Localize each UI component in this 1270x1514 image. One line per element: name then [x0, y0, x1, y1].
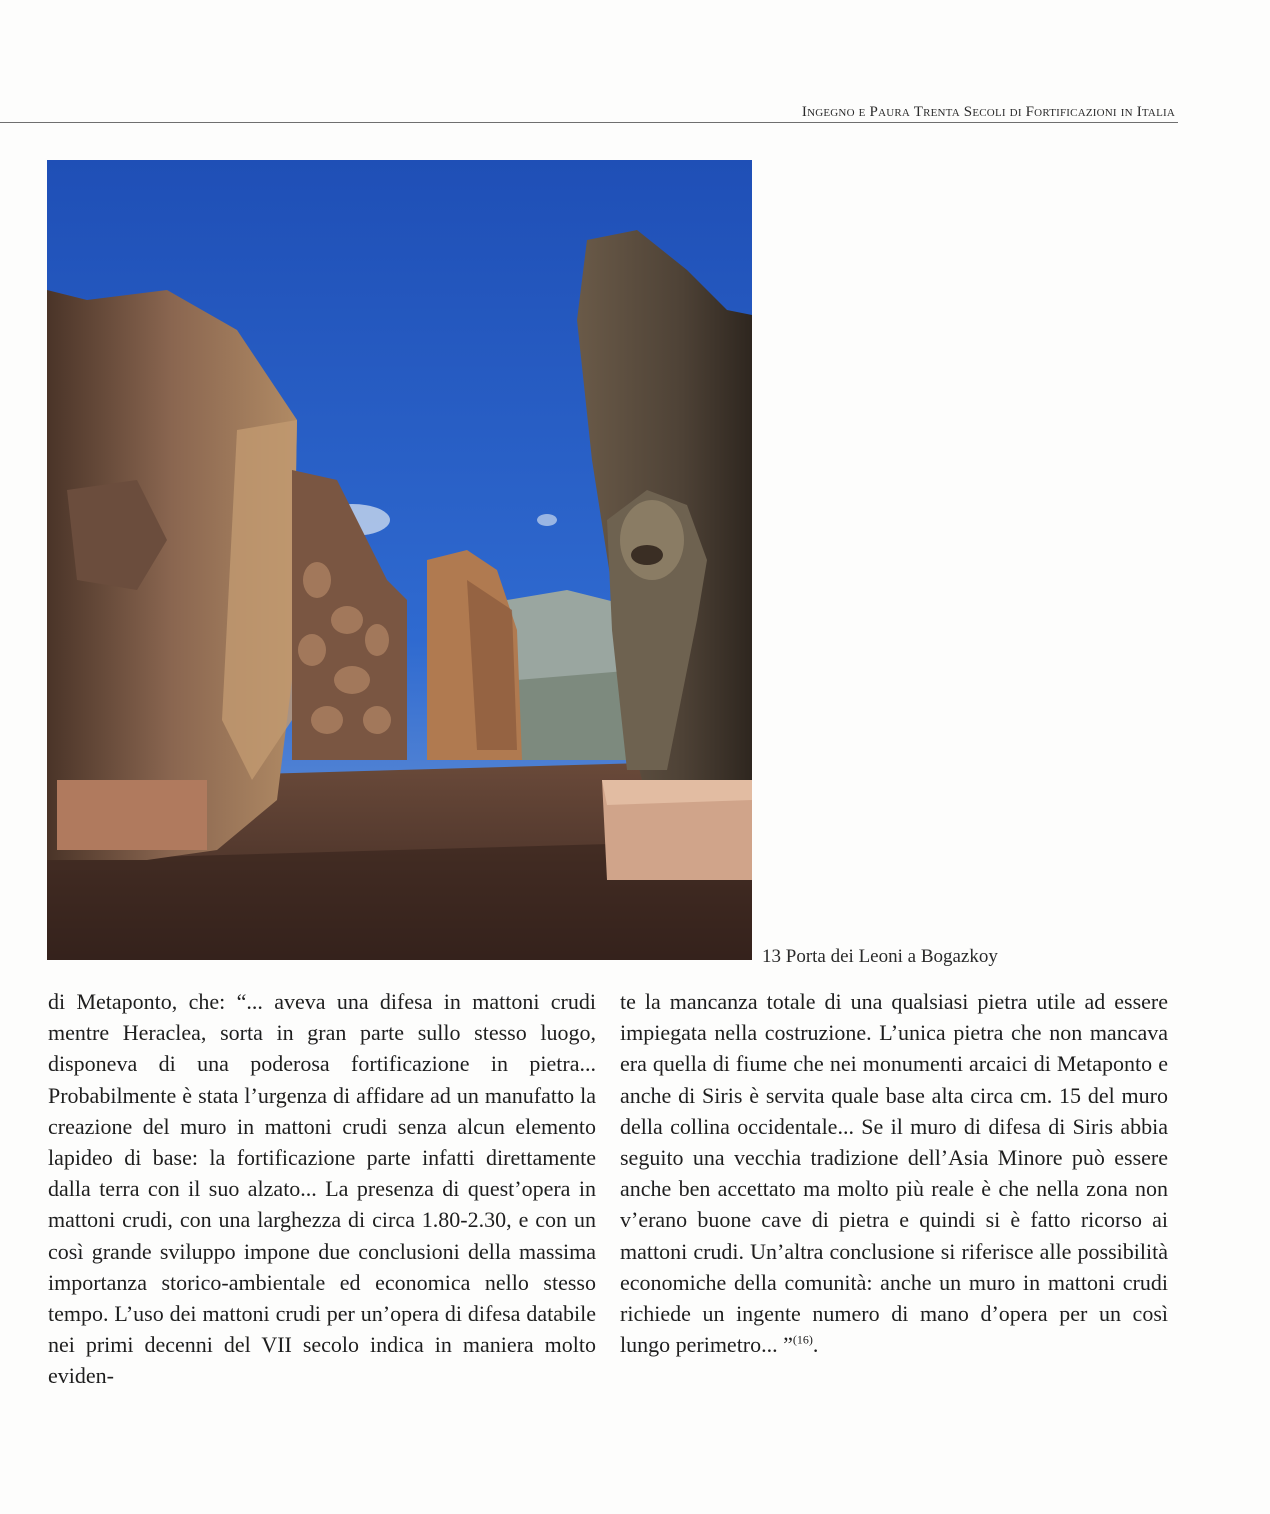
footnote-marker: (16): [792, 1332, 813, 1347]
closing-punctuation: .: [812, 1332, 819, 1358]
paragraph-right-text: te la mancanza totale di una qualsiasi pietra utile ad essere impiegata nella costruzione. L’unica pietra che non mancava era quella di fiume che nei monumenti arcaici di Metaponto e anche di Siris è servita quale base alta circa cm. 15 del muro della collina occidentale... Se il muro di difesa di Siris abbia seguito una vecchia tradizione dell’Asia Minore può essere anche ben accettato ma molto più reale è che nella zona non v’erano buone cave di pietra e quindi si è fatto ricorso ai mattoni crudi. Un’altra conclusione si riferisce alle possibilità economiche della comunità: anche un muro in mattoni crudi richiede un ingente numero di mano d’opera per un così lungo perimetro... ”: [620, 989, 1168, 1358]
body-column-left: [48, 986, 596, 1392]
body-column-right: [620, 986, 1168, 1360]
header-rule: [0, 122, 1178, 123]
paragraph-left: di Metaponto, che: “... aveva una difesa in mattoni crudi mentre Heraclea, sorta in gran parte sullo stesso luogo, disponeva di una poderosa fortificazione in pietra... Probabilmente è stata l’urgenza di affidare ad un manufatto la creazione del muro in mattoni crudi senza alcun elemento lapideo di base: la fortificazione parte infatti direttamente dalla terra con il suo alzato... La presenza di quest’opera in mattoni crudi, con una larghezza di circa 1.80-2.30, e con un così grande sviluppo impone due conclusioni della massima importanza storico-ambientale ed economica nello stesso tempo. L’uso dei mattoni crudi per un’opera di difesa databile nei primi decenni del VII secolo indica in maniera molto eviden-: [48, 989, 596, 1389]
photograph-lion-gate: [47, 160, 752, 960]
paragraph-right: [620, 986, 1168, 1360]
running-head: Ingegno e Paura Trenta Secoli di Fortificazioni in Italia: [801, 104, 1175, 120]
figure-caption: 13 Porta dei Leoni a Bogazkoy: [762, 946, 998, 967]
